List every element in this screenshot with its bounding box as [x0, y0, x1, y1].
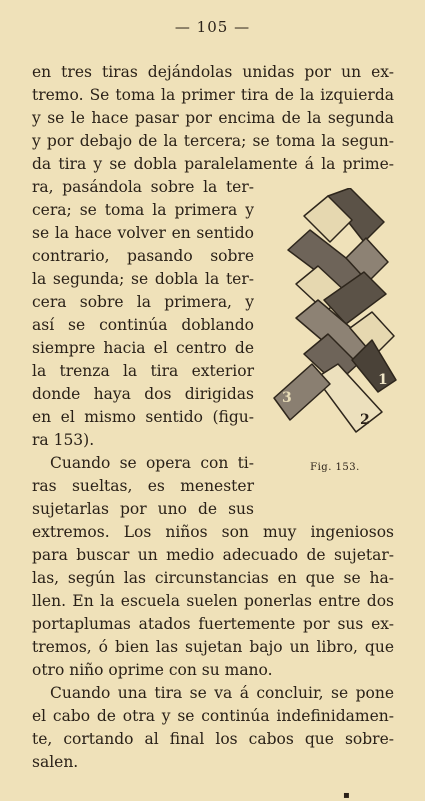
text-line: ra 153). [32, 431, 95, 449]
text-line: llen. En la escuela suelen ponerlas entre dos [32, 592, 394, 610]
text-line: otro niño oprime con su mano. [32, 661, 273, 679]
figure-label-2: 2 [360, 412, 370, 428]
text-line: contrario, pasando sobre [32, 247, 254, 265]
text-line: da tira y se dobla paralelamente á la prime- [32, 155, 394, 173]
text-line: donde haya dos dirigidas [32, 385, 254, 403]
text-line: cera sobre la primera, y [32, 293, 254, 311]
text-line: en el mismo sentido (figu- [32, 408, 254, 426]
text-line: siempre hacia el centro de [32, 339, 254, 357]
text-line: en tres tiras dejándolas unidas por un ex- [32, 63, 394, 81]
text-line: así se continúa doblando [32, 316, 254, 334]
text-line: te, cortando al final los cabos que sobre- [32, 730, 394, 748]
text-line: las, según las circunstancias en que se ha- [32, 569, 394, 587]
text-line: portaplumas atados fuertemente por sus ex- [32, 615, 394, 633]
text-line: ras sueltas, es menester [32, 477, 254, 495]
text-line: la trenza la tira exterior [32, 362, 254, 380]
text-line: Cuando una tira se va á concluir, se pone [50, 684, 394, 702]
text-line: tremos, ó bien las sujetan bajo un libro, que [32, 638, 394, 656]
text-line: se la hace volver en sentido [32, 224, 254, 242]
figure-label-3: 3 [282, 390, 292, 406]
text-line: tremo. Se toma la primer tira de la izquierda [32, 86, 394, 104]
text-line: Cuando se opera con ti- [50, 454, 254, 472]
page-mark: ▪ [343, 790, 350, 801]
page-number: — 105 — [174, 18, 251, 36]
figure-label-1: 1 [378, 372, 388, 388]
text-line: y se le hace pasar por encima de la segunda [32, 109, 394, 127]
text-line: cera; se toma la primera y [32, 201, 254, 219]
text-line: para buscar un medio adecuado de sujetar- [32, 546, 394, 564]
text-line: extremos. Los niños son muy ingeniosos [32, 523, 394, 541]
text-line: y por debajo de la tercera; se toma la segun- [32, 132, 394, 150]
text-line: la segunda; se dobla la ter- [32, 270, 254, 288]
text-line: ra, pasándola sobre la ter- [32, 178, 254, 196]
text-line: sujetarlas por uno de sus [32, 500, 254, 518]
figure-caption: Fig. 153. [310, 462, 360, 473]
text-line: el cabo de otra y se continúa indefinidamen- [32, 707, 394, 725]
braid-illustration [268, 188, 398, 458]
text-line: salen. [32, 753, 79, 771]
